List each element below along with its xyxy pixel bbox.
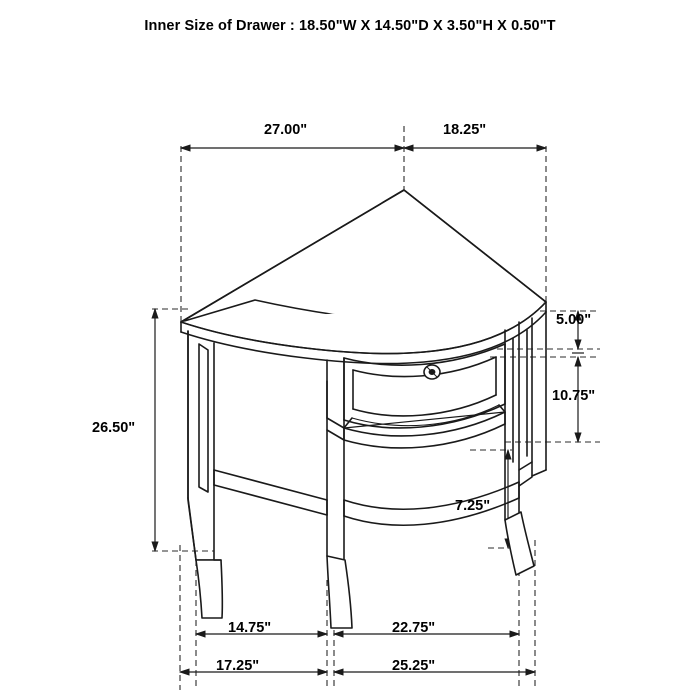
dim-drawer-top-gap: 5.00"	[556, 312, 592, 328]
page-title: Inner Size of Drawer : 18.50"W X 14.50"D X 3.50"H X 0.50"T	[144, 18, 556, 34]
dim-bottom-outer-right: 25.25"	[392, 658, 436, 674]
dim-top-right-depth: 18.25"	[443, 122, 487, 138]
dim-shelf-to-floor: 7.25"	[455, 498, 491, 514]
dim-top-left-width: 27.00"	[264, 122, 308, 138]
dim-bottom-outer-left: 17.25"	[216, 658, 260, 674]
dim-bottom-front-left: 14.75"	[228, 620, 272, 636]
nightstand-drawing	[181, 190, 546, 628]
dim-bottom-front-right: 22.75"	[392, 620, 436, 636]
dim-drawer-to-shelf: 10.75"	[552, 388, 596, 404]
dim-overall-height: 26.50"	[92, 420, 136, 436]
